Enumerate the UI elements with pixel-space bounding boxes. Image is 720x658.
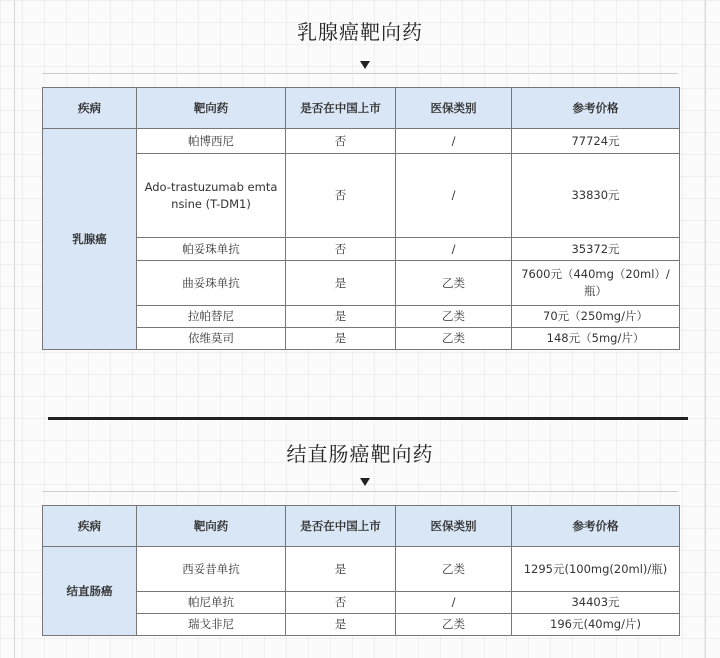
drug-name: 瑞戈非尼 bbox=[137, 614, 286, 636]
table-row bbox=[43, 592, 680, 614]
divider-line bbox=[42, 491, 678, 492]
price-value: 33830元 bbox=[512, 154, 680, 238]
price-value: 77724元 bbox=[512, 129, 680, 154]
table-row bbox=[43, 306, 680, 328]
disease-cell: 乳腺癌 bbox=[43, 129, 137, 350]
down-arrow-icon bbox=[360, 478, 370, 486]
table-row bbox=[43, 129, 680, 154]
category-value: / bbox=[396, 129, 512, 154]
drug-name: Ado-trastuzumab emtansine (T-DM1) bbox=[137, 154, 286, 238]
category-value: 乙类 bbox=[396, 547, 512, 592]
listed-value: 是 bbox=[286, 614, 396, 636]
section-divider bbox=[48, 417, 688, 420]
down-arrow-icon bbox=[360, 61, 370, 69]
table-row bbox=[43, 154, 680, 238]
category-value: / bbox=[396, 592, 512, 614]
header-insurance-category: 医保类别 bbox=[396, 506, 512, 547]
price-value: 148元（5mg/片） bbox=[512, 328, 680, 350]
category-value: 乙类 bbox=[396, 614, 512, 636]
disease-cell: 结直肠癌 bbox=[43, 547, 137, 636]
drug-name: 依维莫司 bbox=[137, 328, 286, 350]
price-value: 35372元 bbox=[512, 238, 680, 261]
listed-value: 是 bbox=[286, 547, 396, 592]
header-listed-in-china: 是否在中国上市 bbox=[286, 506, 396, 547]
table-row bbox=[43, 328, 680, 350]
header-insurance-category: 医保类别 bbox=[396, 88, 512, 129]
table-row bbox=[43, 261, 680, 306]
drug-name: 帕博西尼 bbox=[137, 129, 286, 154]
category-value: 乙类 bbox=[396, 328, 512, 350]
divider-line bbox=[42, 73, 678, 74]
price-value: 34403元 bbox=[512, 592, 680, 614]
price-value: 196元(40mg/片) bbox=[512, 614, 680, 636]
breast-section-title: 乳腺癌靶向药 bbox=[297, 20, 423, 44]
page-frame-left bbox=[14, 0, 15, 658]
page-frame-right bbox=[705, 0, 706, 658]
table-row bbox=[43, 238, 680, 261]
breast-drug-table bbox=[42, 87, 680, 350]
category-value: 乙类 bbox=[396, 261, 512, 306]
listed-value: 否 bbox=[286, 238, 396, 261]
price-value: 1295元(100mg(20ml)/瓶) bbox=[512, 547, 680, 592]
drug-name: 拉帕替尼 bbox=[137, 306, 286, 328]
table-header-row bbox=[43, 506, 680, 547]
category-value: / bbox=[396, 154, 512, 238]
table-row bbox=[43, 547, 680, 592]
colorectal-section-title: 结直肠癌靶向药 bbox=[286, 442, 434, 466]
header-disease: 疾病 bbox=[43, 506, 137, 547]
category-value: / bbox=[396, 238, 512, 261]
drug-name: 帕尼单抗 bbox=[137, 592, 286, 614]
listed-value: 是 bbox=[286, 306, 396, 328]
drug-name: 帕妥珠单抗 bbox=[137, 238, 286, 261]
listed-value: 否 bbox=[286, 154, 396, 238]
price-value: 7600元（440mg（20ml）/瓶） bbox=[512, 261, 680, 306]
listed-value: 是 bbox=[286, 328, 396, 350]
category-value: 乙类 bbox=[396, 306, 512, 328]
header-reference-price: 参考价格 bbox=[512, 88, 680, 129]
drug-name: 曲妥珠单抗 bbox=[137, 261, 286, 306]
header-reference-price: 参考价格 bbox=[512, 506, 680, 547]
drug-name: 西妥昔单抗 bbox=[137, 547, 286, 592]
colorectal-drug-table bbox=[42, 505, 680, 636]
listed-value: 否 bbox=[286, 592, 396, 614]
header-drug: 靶向药 bbox=[137, 88, 286, 129]
price-value: 70元（250mg/片） bbox=[512, 306, 680, 328]
header-listed-in-china: 是否在中国上市 bbox=[286, 88, 396, 129]
table-header-row bbox=[43, 88, 680, 129]
listed-value: 否 bbox=[286, 129, 396, 154]
header-drug: 靶向药 bbox=[137, 506, 286, 547]
header-disease: 疾病 bbox=[43, 88, 137, 129]
listed-value: 是 bbox=[286, 261, 396, 306]
table-row bbox=[43, 614, 680, 636]
